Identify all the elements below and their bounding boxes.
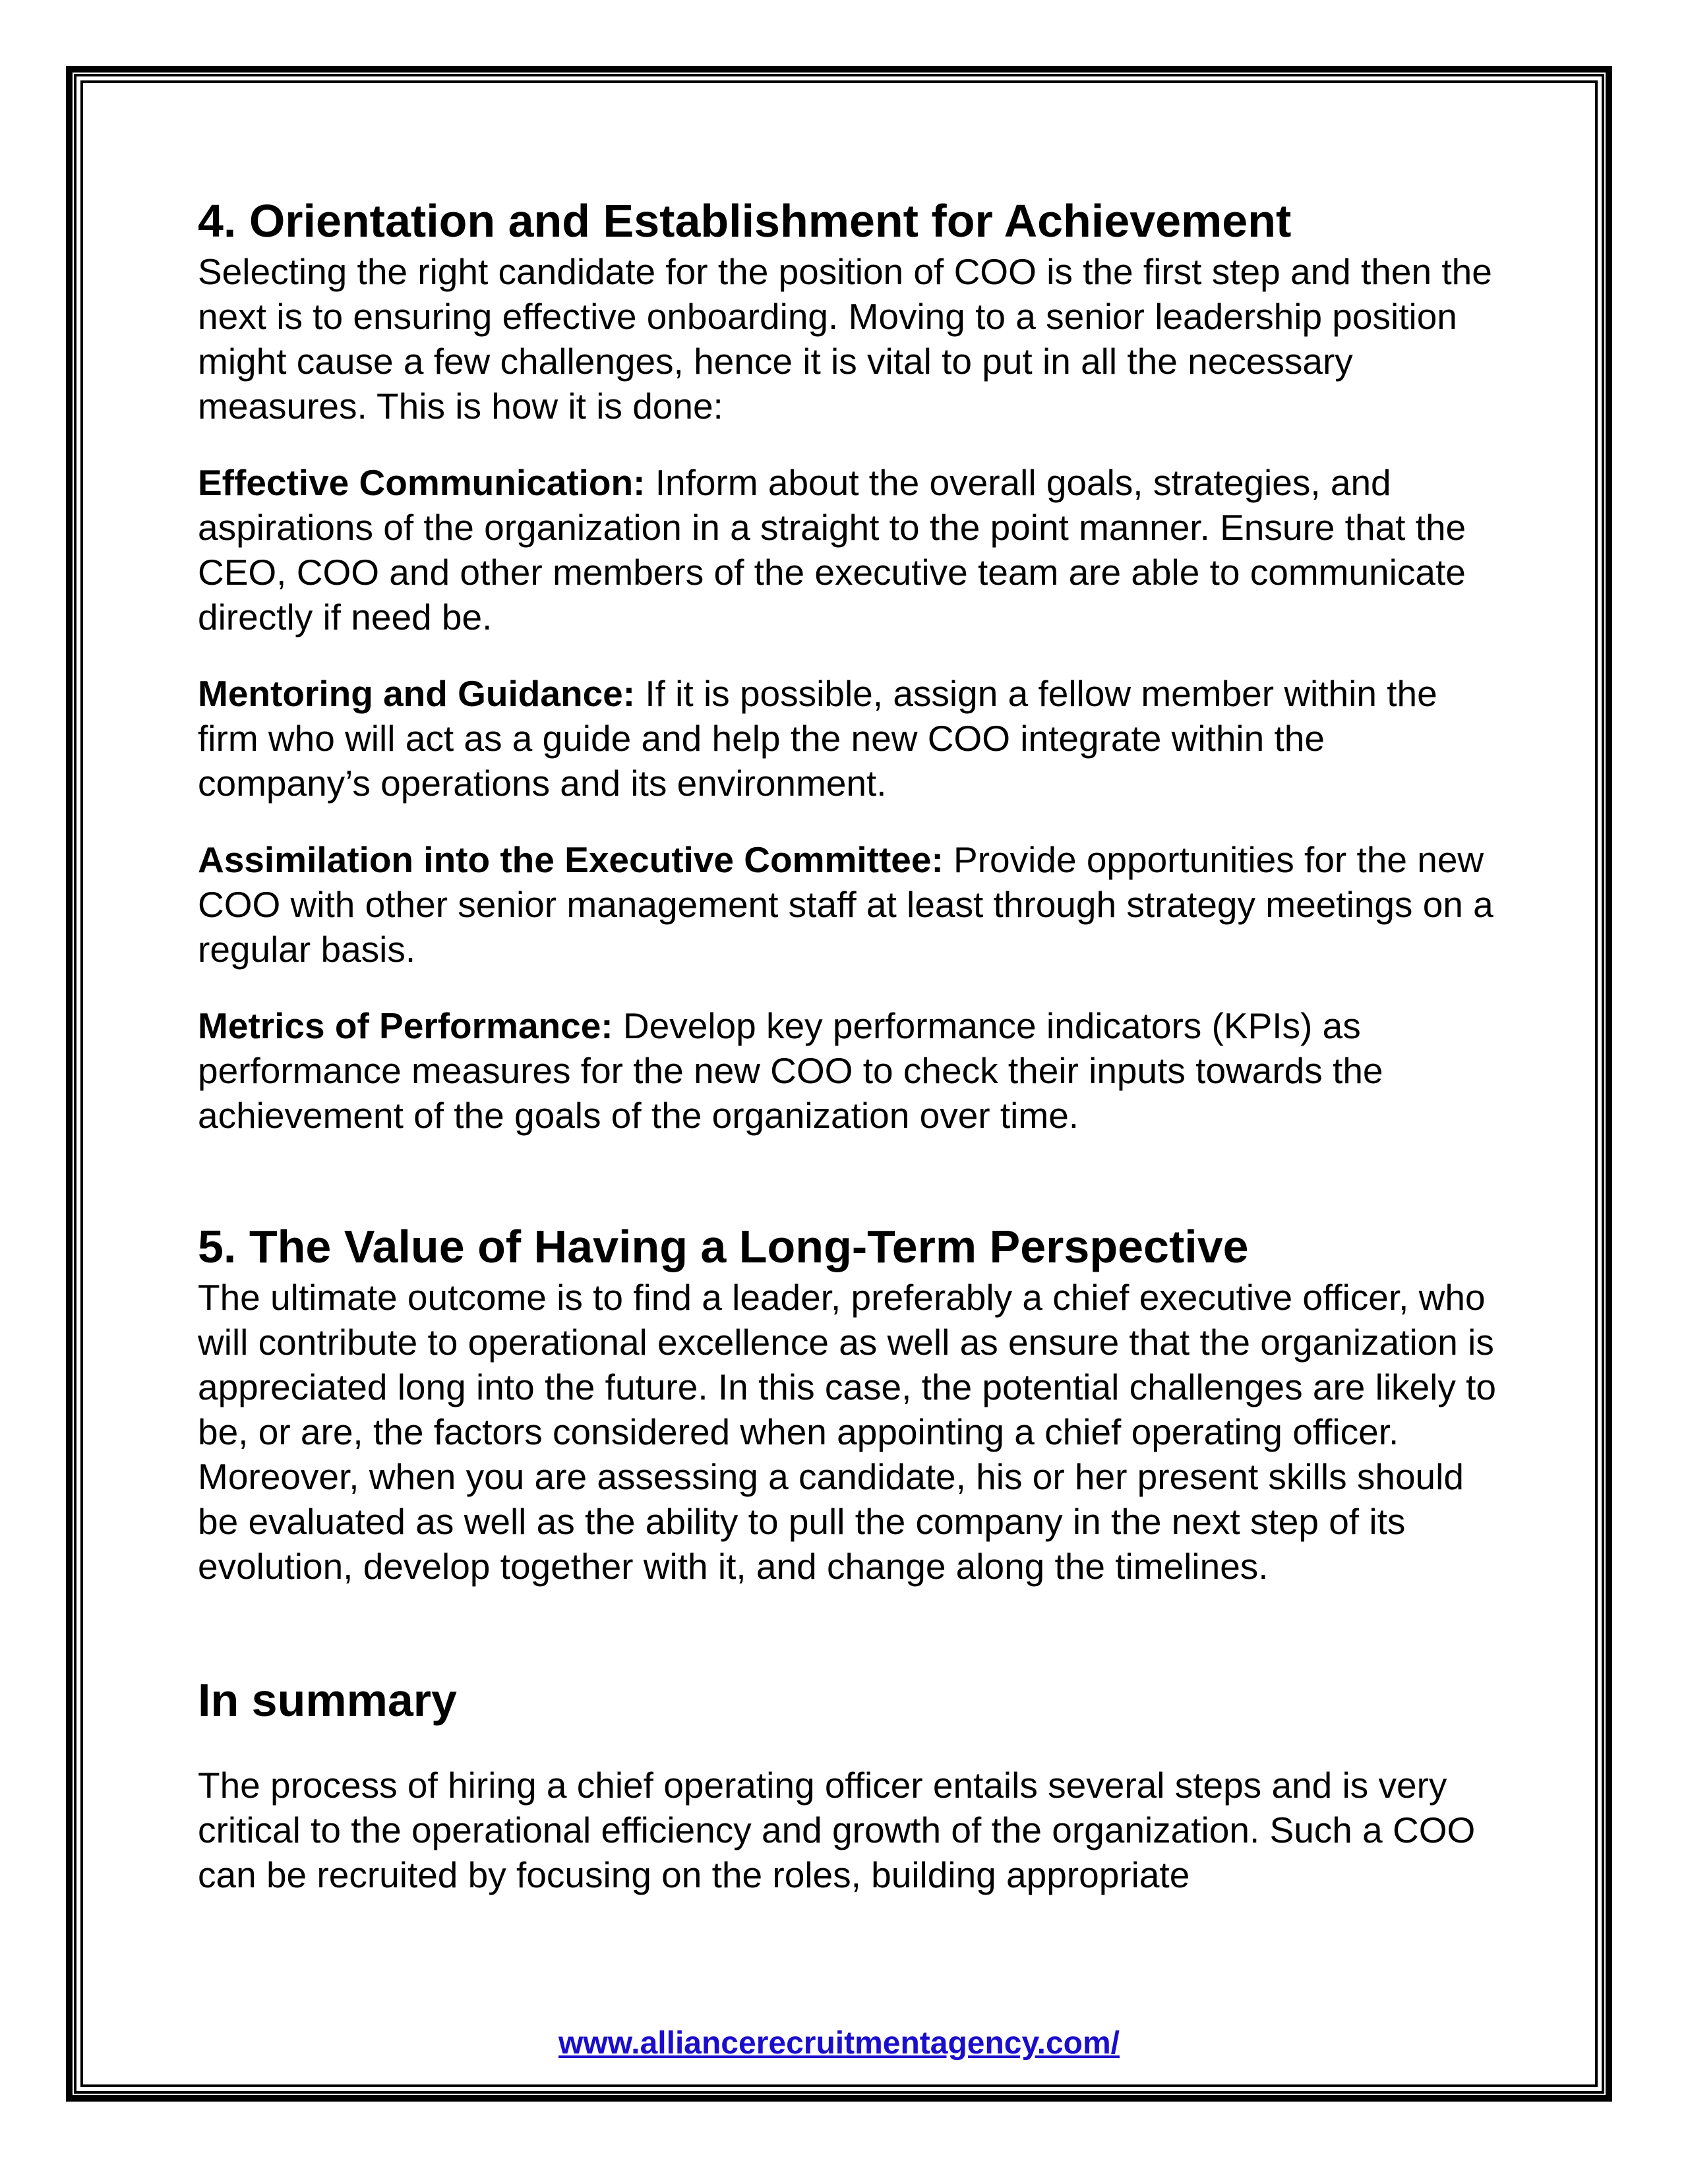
- section-5-heading: 5. The Value of Having a Long-Term Perspective: [198, 1221, 1249, 1272]
- section-4-intro: Selecting the right candidate for the position of COO is the first step and then the next is to ensuring effective onboarding. Moving to a senior leadership position might cause a few challenges, hence it is vital to put in all the necessary measures. This is how it is done:: [198, 251, 1492, 427]
- section-4-heading: 4. Orientation and Establishment for Achievement: [198, 195, 1292, 247]
- item-term: Assimilation into the Executive Committee:: [198, 839, 944, 880]
- item-assimilation-executive-committee: [198, 837, 1503, 972]
- summary-heading: In summary: [198, 1674, 457, 1726]
- page-content: [198, 192, 1503, 1897]
- section-5-body: The ultimate outcome is to find a leader, preferably a chief executive officer, who will contribute to operational excellence as well as ensure that the organization is appreciated long into the future. In this case, the potential challenges are likely to be, or are, the factors considered when appointing a chief operating officer. Moreover, when you are assessing a candidate, his or her present skills should be evaluated as well as the ability to pull the company in the next step of its evolution, develop together with it, and change along the timelines.: [198, 1277, 1497, 1587]
- summary-body: The process of hiring a chief operating officer entails several steps and is very critical to the operational efficiency and growth of the organization. Such a COO can be recruited by focusing on the roles, building appropriate: [198, 1765, 1476, 1895]
- item-text: Provide opportunities for the new COO with other senior management staff at least through strategy meetings on a regular basis.: [198, 839, 1493, 970]
- item-text: If it is possible, assign a fellow member within the firm who will act as a guide and help the new COO integrate within the company’s operations and its environment.: [198, 673, 1437, 804]
- footer-website-link[interactable]: www.alliancerecruitmentagency.com/: [558, 2026, 1120, 2061]
- item-mentoring-guidance: [198, 671, 1503, 806]
- item-text: Develop key performance indicators (KPIs) as performance measures for the new COO to check their inputs towards the achievement of the goals of the organization over time.: [198, 1005, 1383, 1136]
- item-metrics-performance: [198, 1003, 1503, 1138]
- item-text: Inform about the overall goals, strategies, and aspirations of the organization in a straight to the point manner. Ensure that the CEO, COO and other members of the executive team are able to communicate directly if need be.: [198, 462, 1466, 637]
- item-term: Effective Communication:: [198, 462, 646, 503]
- item-term: Metrics of Performance:: [198, 1005, 613, 1046]
- item-effective-communication: [198, 460, 1503, 639]
- item-term: Mentoring and Guidance:: [198, 673, 636, 714]
